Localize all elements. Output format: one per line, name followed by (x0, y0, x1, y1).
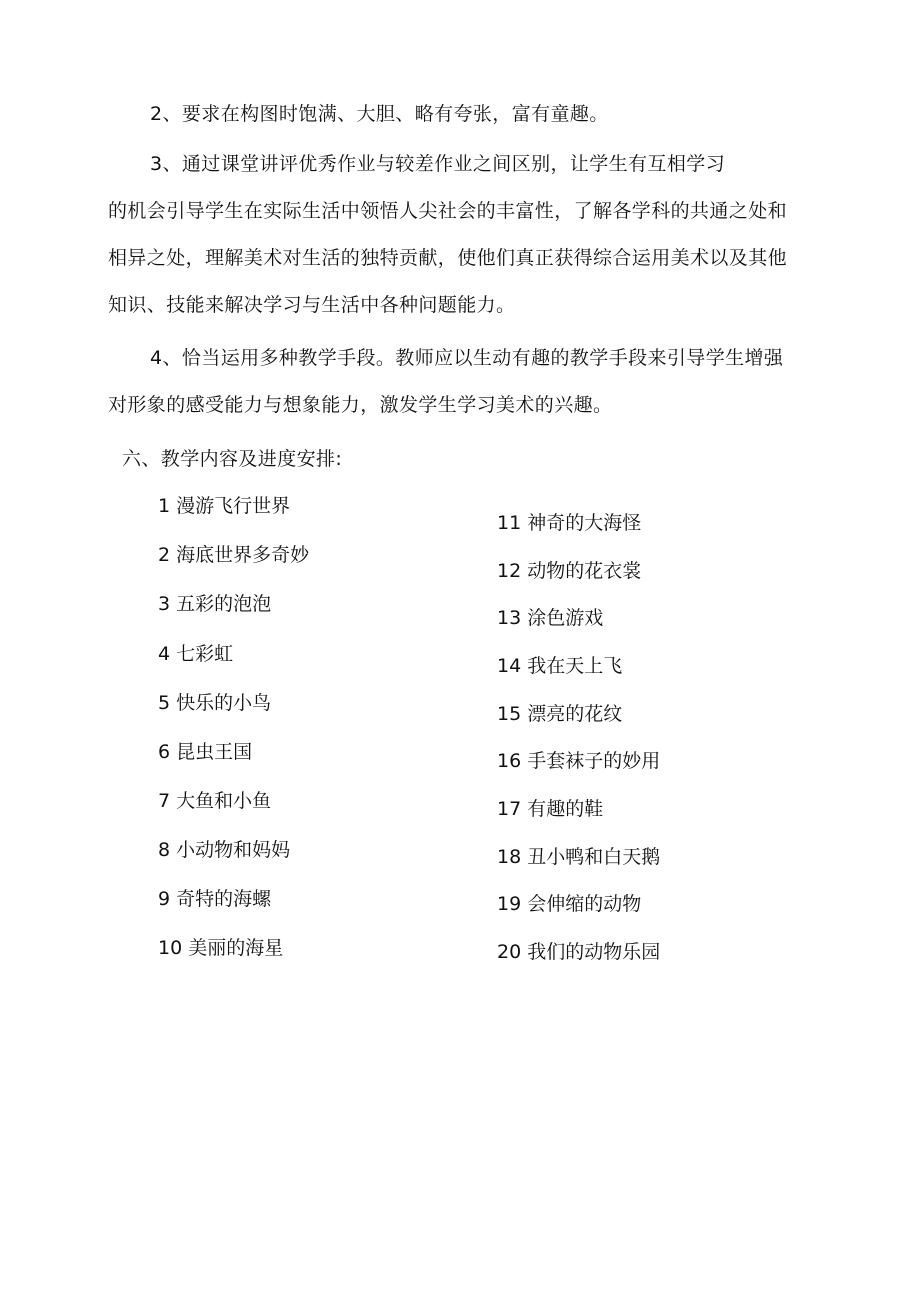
lesson-item: 7 大鱼和小鱼 (158, 790, 272, 812)
paragraph-3-line-4: 知识、技能来解决学习与生活中各种问题能力。 (108, 294, 516, 316)
paragraph-2: 2、要求在构图时饱满、大胆、略有夸张，富有童趣。 (150, 103, 609, 125)
paragraph-3-line-1: 3、通过课堂讲评优秀作业与较差作业之间区别，让学生有互相学习 (150, 153, 726, 175)
lesson-item: 14 我在天上飞 (497, 655, 623, 677)
lesson-item: 3 五彩的泡泡 (158, 593, 272, 615)
lesson-item: 12 动物的花衣裳 (497, 560, 642, 582)
lesson-item: 16 手套袜子的妙用 (497, 750, 661, 772)
lesson-item: 10 美丽的海星 (158, 937, 284, 959)
lesson-item: 11 神奇的大海怪 (497, 512, 642, 534)
paragraph-4-line-2: 对形象的感受能力与想象能力，激发学生学习美术的兴趣。 (108, 394, 613, 416)
lesson-item: 18 丑小鸭和白天鹅 (497, 846, 661, 868)
paragraph-3-line-2: 的机会引导学生在实际生活中领悟人尖社会的丰富性，了解各学科的共通之处和 (108, 200, 788, 222)
lesson-item: 17 有趣的鞋 (497, 798, 604, 820)
lesson-item: 13 涂色游戏 (497, 607, 604, 629)
lesson-item: 9 奇特的海螺 (158, 888, 272, 910)
lesson-item: 8 小动物和妈妈 (158, 839, 291, 861)
lesson-item: 20 我们的动物乐园 (497, 941, 661, 963)
lesson-item: 2 海底世界多奇妙 (158, 544, 310, 566)
paragraph-3-line-3: 相异之处，理解美术对生活的独特贡献，使他们真正获得综合运用美术以及其他 (108, 247, 788, 269)
lesson-item: 5 快乐的小鸟 (158, 692, 272, 714)
lesson-item: 1 漫游飞行世界 (158, 495, 291, 517)
lesson-item: 6 昆虫王国 (158, 741, 253, 763)
lesson-item: 19 会伸缩的动物 (497, 893, 642, 915)
lesson-item: 15 漂亮的花纹 (497, 703, 623, 725)
paragraph-4-line-1: 4、恰当运用多种教学手段。教师应以生动有趣的教学手段来引导学生增强 (150, 347, 784, 369)
section-heading: 六、教学内容及进度安排: (122, 448, 343, 470)
lesson-item: 4 七彩虹 (158, 643, 234, 665)
